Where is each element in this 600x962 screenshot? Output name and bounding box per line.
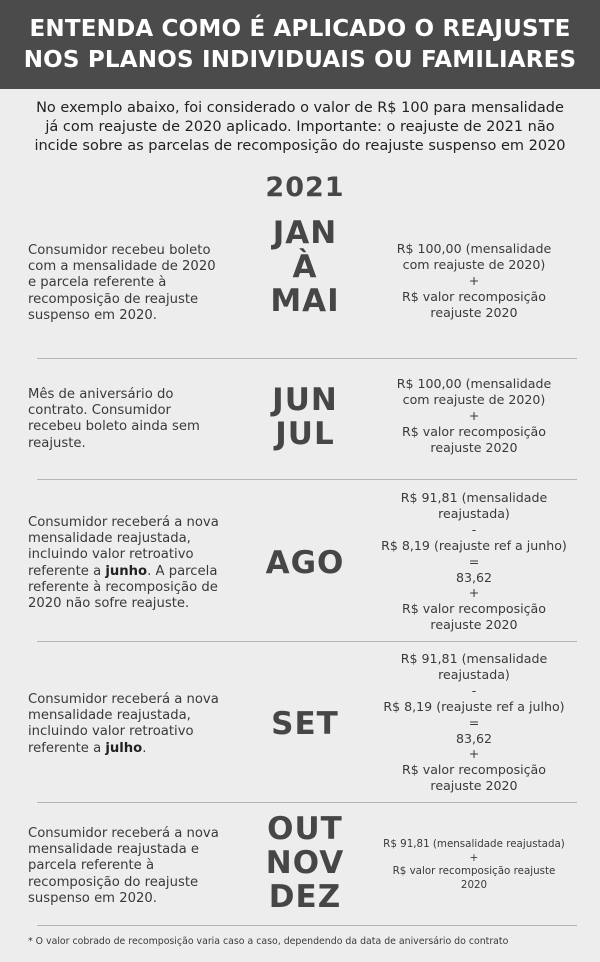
value-line: R$ valor recomposição: [402, 288, 546, 304]
period-label: JUL: [275, 416, 335, 452]
title-line-2: NOS PLANOS INDIVIDUAIS OU FAMILIARES: [23, 46, 577, 73]
description-line: Consumidor receberá a nova: [28, 826, 219, 841]
value-line: R$ 8,19 (reajuste ref a junho): [381, 537, 567, 553]
description-line: recomposição do reajuste: [28, 874, 199, 890]
value-line: +: [468, 272, 480, 288]
value-line: R$ 100,00 (mensalidade: [396, 241, 552, 256]
row-out-dez-description: [28, 826, 238, 907]
period-label: MAI: [270, 283, 340, 319]
value-line: reajuste 2020: [430, 439, 518, 455]
description-line: suspenso em 2020.: [28, 890, 157, 906]
period-label: OUT: [267, 811, 343, 847]
value-line: +: [469, 851, 479, 864]
period-label: NOV: [265, 845, 345, 881]
description-emphasis: junho: [105, 563, 148, 579]
row-out-dez-values: [376, 838, 572, 892]
value-line: 83,62: [455, 730, 493, 746]
value-line: reajuste 2020: [430, 304, 518, 320]
description-line: suspenso em 2020.: [28, 307, 157, 323]
value-line: R$ valor recomposição: [402, 601, 546, 617]
period-label: JAN: [272, 215, 338, 251]
description-text: .: [142, 740, 147, 756]
description-line: incluindo valor retroativo: [28, 547, 194, 563]
value-line: reajuste 2020: [430, 778, 518, 794]
value-line: R$ 8,19 (reajuste ref a julho): [383, 698, 565, 714]
period-label: DEZ: [268, 879, 342, 915]
value-line: com reajuste de 2020): [402, 256, 546, 272]
value-line: +: [468, 746, 480, 762]
description-text: referente a: [28, 740, 106, 756]
value-line: R$ 91,81 (mensalidade reajustada): [383, 838, 565, 850]
description-line: Consumidor receberá a nova: [28, 515, 219, 530]
year-label: 2021: [265, 172, 345, 203]
description-line: recebeu boleto ainda sem: [28, 419, 200, 435]
value-line: =: [468, 553, 480, 569]
value-line: reajustada): [438, 505, 510, 521]
description-line: mensalidade reajustada,: [28, 531, 191, 547]
value-line: -: [471, 682, 477, 698]
value-line: com reajuste de 2020): [402, 391, 546, 407]
row-out-dez-period: [240, 812, 370, 914]
row-jan-mai-period: [240, 215, 370, 319]
description-line: Consumidor recebeu boleto: [28, 243, 211, 258]
description-text: . A parcela: [147, 563, 218, 579]
description-line: 2020 não sofre reajuste.: [28, 596, 190, 612]
intro-line-2: já com reajuste de 2020 aplicado. Importante: o reajuste de 2021 não: [45, 119, 555, 135]
description-line: reajuste.: [28, 435, 86, 451]
description-text: referente a: [28, 563, 106, 579]
description-line: referente à recomposição de: [28, 579, 218, 595]
value-line: -: [471, 521, 477, 537]
row-jun-jul-values: [376, 376, 572, 456]
period-label: AGO: [265, 545, 345, 581]
description-line: mensalidade reajustada e: [28, 842, 199, 858]
description-line: [28, 564, 238, 580]
period-label: JUN: [272, 382, 338, 418]
row-jun-jul-period: [240, 381, 370, 453]
value-line: R$ valor recomposição: [402, 423, 546, 439]
value-line: +: [468, 585, 480, 601]
description-line: mensalidade reajustada,: [28, 708, 191, 724]
value-line: R$ 100,00 (mensalidade: [396, 376, 552, 391]
row-ago-description: [28, 515, 238, 612]
description-emphasis: julho: [105, 740, 143, 756]
period-label: SET: [271, 706, 339, 742]
description-line: incluindo valor retroativo: [28, 724, 194, 740]
row-set-description: [28, 692, 238, 757]
title-banner: [0, 0, 600, 89]
row-divider: [37, 641, 577, 642]
description-line: parcela referente à: [28, 858, 155, 874]
row-jan-mai-description: [28, 243, 238, 324]
row-divider: [37, 802, 577, 803]
row-divider: [37, 358, 577, 359]
period-label: À: [292, 249, 318, 285]
description-line: Consumidor receberá a nova: [28, 692, 219, 707]
description-line: Mês de aniversário do: [28, 387, 174, 402]
value-line: reajuste 2020: [430, 617, 518, 633]
value-line: 83,62: [455, 569, 493, 585]
row-divider: [37, 925, 577, 926]
row-ago-period: [240, 545, 370, 581]
description-line: recomposição de reajuste: [28, 291, 199, 307]
row-set-period: [240, 706, 370, 742]
value-line: 2020: [460, 878, 488, 891]
value-line: +: [468, 407, 480, 423]
row-jan-mai-values: [376, 241, 572, 321]
row-divider: [37, 479, 577, 480]
row-jun-jul-description: [28, 387, 238, 452]
row-set-values: [376, 651, 572, 794]
intro-text: [20, 99, 580, 156]
description-line: [28, 741, 238, 757]
value-line: reajustada): [438, 666, 510, 682]
intro-line-3: incide sobre as parcelas de recomposição do reajuste suspenso em 2020: [34, 138, 566, 154]
description-line: com a mensalidade de 2020: [28, 259, 216, 275]
title-line-1: ENTENDA COMO É APLICADO O REAJUSTE: [29, 15, 571, 42]
value-line: R$ 91,81 (mensalidade: [400, 651, 548, 666]
value-line: R$ valor recomposição: [402, 762, 546, 778]
description-line: contrato. Consumidor: [28, 403, 171, 419]
value-line: R$ 91,81 (mensalidade: [400, 490, 548, 505]
intro-line-1: No exemplo abaixo, foi considerado o valor de R$ 100 para mensalidade: [36, 100, 564, 116]
row-ago-values: [376, 490, 572, 633]
value-line: R$ valor recomposição reajuste: [392, 865, 556, 878]
value-line: =: [468, 714, 480, 730]
description-line: e parcela referente à: [28, 275, 167, 291]
footnote: * O valor cobrado de recomposição varia caso a caso, dependendo da data de aniversário do contrato: [28, 936, 509, 947]
